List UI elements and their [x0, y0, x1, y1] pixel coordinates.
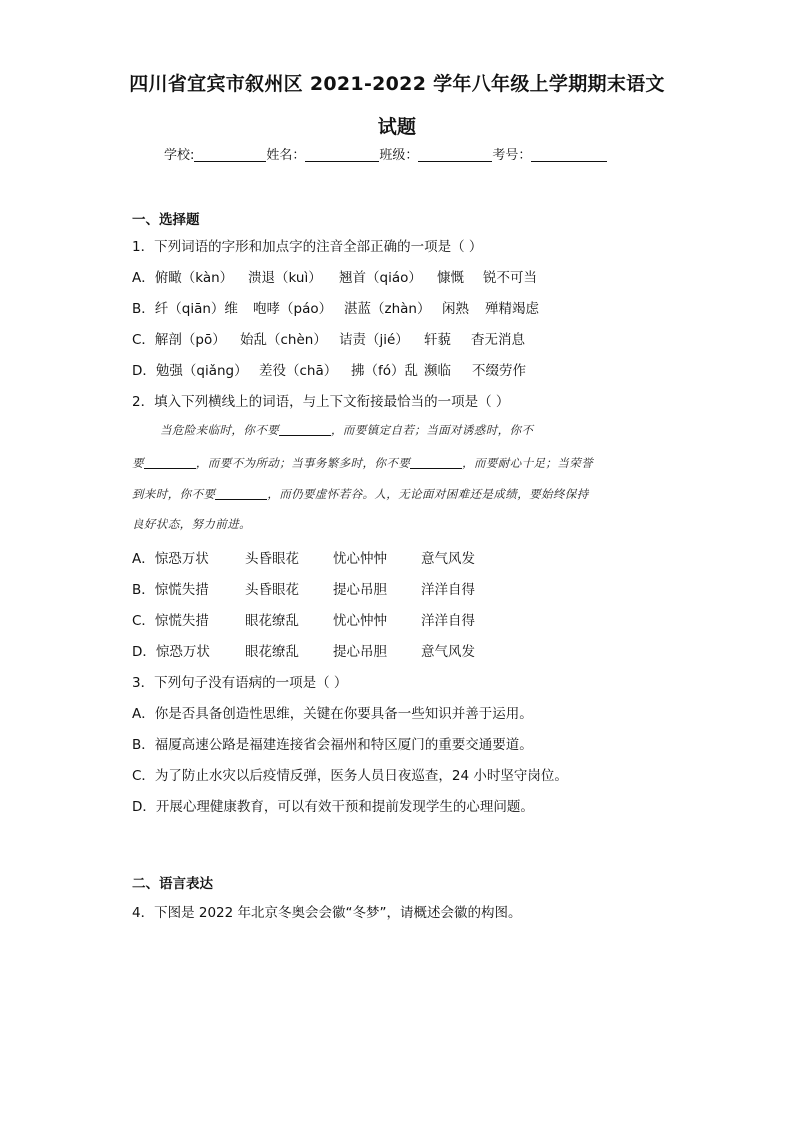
option-word: 锐不可当 [483, 270, 537, 286]
option-word: 咆哮（páo） [253, 301, 333, 317]
option-word: C．惊慌失措 [132, 613, 209, 629]
option-word: 洋洋自得 [421, 613, 475, 629]
option-word: 闲熟 [442, 301, 469, 317]
option-word: 濒临 [424, 363, 451, 379]
option-word: 殚精竭虑 [485, 301, 539, 317]
option-word: 不缀劳作 [472, 363, 526, 379]
option-word: 轩藐 [424, 332, 451, 348]
option-word: 头昏眼花 [245, 582, 299, 598]
option-word: D．惊恐万状 [132, 644, 210, 660]
name-label: 姓名： [266, 148, 306, 163]
option-word: 湛蓝（zhàn） [344, 301, 431, 317]
option-word: 慷慨 [437, 270, 464, 286]
q2-passage-line4 [132, 516, 251, 532]
q3-option-c: C．为了防止水灾以后疫情反弹，医务人员日夜巡查，24 小时坚守岗位。 [132, 768, 568, 784]
option-word: 差役（chā） [259, 363, 338, 379]
passage-text: 良好状态，努力前进。 [132, 517, 251, 531]
passage-text: 要 [132, 456, 144, 470]
school-blank[interactable] [194, 148, 266, 162]
q3-option-d: D．开展心理健康教育，可以有效干预和提前发现学生的心理问题。 [132, 799, 534, 815]
q3-option-b: B．福厦高速公路是福建连接省会福州和特区厦门的重要交通要道。 [132, 737, 533, 753]
exam-title-line1: 四川省宜宾市叙州区 2021-2022 学年八年级上学期期末语文 [129, 73, 665, 95]
q4-stem: 4．下图是 2022 年北京冬奥会会徽“冬梦”，请概述会徽的构图。 [132, 905, 522, 921]
option-word: A．惊恐万状 [132, 551, 209, 567]
passage-text: ，而仍要虚怀若谷。人，无论面对困难还是成绩，要始终保持 [267, 487, 589, 501]
q1-option-b [132, 297, 539, 317]
school-label: 学校: [164, 148, 195, 163]
passage-text: ，而要不为所动；当事务繁多时，你不要 [195, 456, 411, 470]
option-word: 意气风发 [421, 551, 475, 567]
passage-text: ，而要镇定自若；当面对诱惑时，你不 [331, 423, 534, 437]
q2-option-a [132, 547, 475, 567]
q1-option-c [132, 328, 525, 348]
option-word: 拂（fó）乱 [351, 363, 419, 379]
section-heading-expression: 二、语言表达 [132, 876, 213, 892]
option-word: 眼花缭乱 [245, 613, 299, 629]
option-word: C．解剖（pō） [132, 332, 226, 348]
option-word: 洋洋自得 [421, 582, 475, 598]
passage-text: 到来时，你不要 [132, 487, 216, 501]
fill-blank[interactable] [144, 457, 196, 469]
q3-stem: 3．下列句子没有语病的一项是（ ） [132, 675, 348, 691]
q2-option-b [132, 578, 475, 598]
section-heading-choice: 一、选择题 [132, 212, 200, 228]
q2-passage-line2 [132, 455, 593, 471]
q1-stem: 1．下列词语的字形和加点字的注音全部正确的一项是（ ） [132, 239, 483, 255]
option-word: B．惊慌失措 [132, 582, 209, 598]
option-word: 诘责（jié） [339, 332, 409, 348]
q1-option-d [132, 359, 526, 379]
option-word: 头昏眼花 [245, 551, 299, 567]
q2-passage-line3 [132, 486, 589, 502]
option-word: 忧心忡忡 [333, 613, 387, 629]
class-label: 班级： [379, 148, 419, 163]
q2-passage-line1 [160, 422, 533, 438]
option-word: 提心吊胆 [333, 582, 387, 598]
fill-blank[interactable] [215, 488, 267, 500]
student-info-line [164, 144, 607, 163]
fill-blank[interactable] [410, 457, 462, 469]
q2-option-d [132, 640, 475, 660]
q3-option-a: A．你是否具备创造性思维，关键在你要具备一些知识并善于运用。 [132, 706, 533, 722]
option-word: 翘首（qiáo） [339, 270, 422, 286]
q2-option-c [132, 609, 475, 629]
option-word: 溃退（kuì） [248, 270, 322, 286]
option-word: B．纤（qiān）维 [132, 301, 238, 317]
option-word: 忧心忡忡 [333, 551, 387, 567]
exam-no-label: 考号： [492, 148, 532, 163]
option-word: 始乱（chèn） [240, 332, 327, 348]
option-word: D．勉强（qiǎng） [132, 363, 248, 379]
q1-option-a [132, 266, 537, 286]
exam-title-line2: 试题 [377, 116, 417, 138]
class-blank[interactable] [418, 148, 492, 162]
option-word: 意气风发 [421, 644, 475, 660]
fill-blank[interactable] [279, 424, 331, 436]
option-word: 提心吊胆 [333, 644, 387, 660]
option-word: 杳无消息 [471, 332, 525, 348]
exam-no-blank[interactable] [531, 148, 607, 162]
option-word: 眼花缭乱 [245, 644, 299, 660]
option-word: A．俯瞰（kàn） [132, 270, 234, 286]
passage-text: ，而要耐心十足；当荣誉 [462, 456, 594, 470]
q2-stem: 2．填入下列横线上的词语，与上下文衔接最恰当的一项是（ ） [132, 394, 510, 410]
name-blank[interactable] [305, 148, 379, 162]
passage-text: 当危险来临时，你不要 [160, 423, 279, 437]
